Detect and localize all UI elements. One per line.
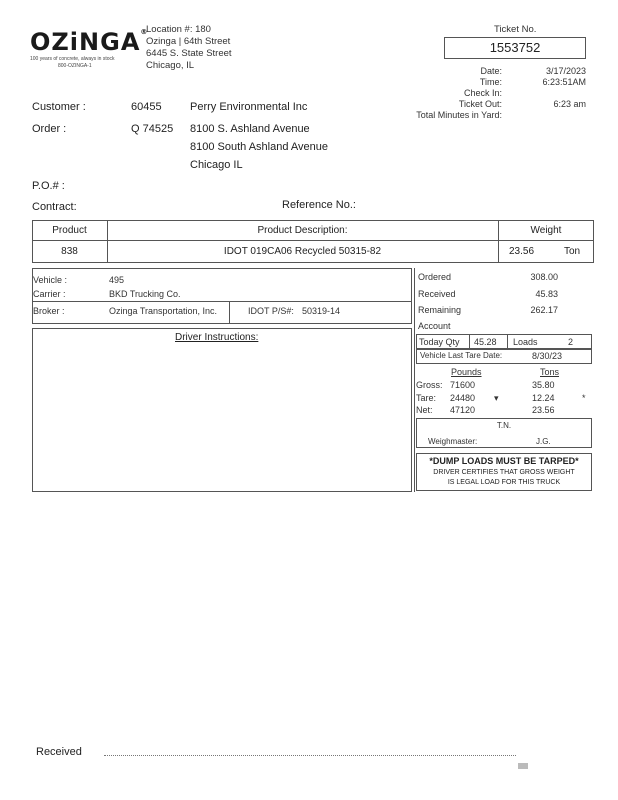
- net-tons: 23.56: [532, 405, 555, 415]
- signature-line: [104, 755, 516, 756]
- product-description: IDOT 019CA06 Recycled 50315-82: [223, 246, 382, 257]
- order-id: Q 74525: [131, 123, 174, 135]
- tare-asterisk-icon: *: [582, 393, 586, 403]
- checkin-label: Check In:: [463, 88, 502, 98]
- ozinga-logo: OZiNGA®: [30, 28, 149, 56]
- net-lbs: 47120: [450, 405, 476, 415]
- product-weight-unit: Ton: [564, 246, 581, 257]
- location-number: Location #: 180: [146, 24, 211, 35]
- weighmaster-value: J.G.: [536, 437, 551, 446]
- received-signature-label: Received: [36, 746, 82, 758]
- date-label: Date:: [480, 66, 502, 76]
- carrier-value: BKD Trucking Co.: [109, 289, 181, 299]
- gross-lbs: 71600: [450, 380, 476, 390]
- tare-label: Tare:: [416, 393, 437, 403]
- net-label: Net:: [416, 405, 433, 415]
- location-city: Chicago, IL: [146, 60, 195, 71]
- today-qty-value: 45.28: [474, 337, 497, 347]
- received-value: 45.83: [535, 289, 558, 299]
- vehicle-label: Vehicle :: [33, 275, 68, 285]
- checkout-label: Ticket Out:: [458, 99, 502, 109]
- logo-tagline: 100 years of concrete, always in stock 800-OZINGA-1: [30, 56, 115, 69]
- today-qty-label: Today Qty: [419, 337, 460, 347]
- customer-id: 60455: [131, 101, 162, 113]
- broker-value: Ozinga Transportation, Inc.: [109, 306, 218, 316]
- tare-date-label: Vehicle Last Tare Date:: [420, 351, 503, 360]
- location-block: [146, 24, 232, 72]
- account-label: Account: [418, 321, 451, 331]
- carrier-label: Carrier :: [33, 289, 66, 299]
- tarp-cert-line-1: DRIVER CERTIFIES THAT GROSS WEIGHT: [433, 469, 575, 476]
- order-label: Order :: [32, 123, 67, 135]
- location-name: Ozinga | 64th Street: [146, 36, 231, 47]
- customer-label: Customer :: [32, 101, 86, 113]
- product-table-divider: [32, 240, 594, 241]
- driver-instructions-box: [32, 328, 412, 492]
- gross-tons: 35.80: [532, 380, 555, 390]
- customer-name: Perry Environmental Inc: [190, 101, 308, 113]
- time-value: 6:23:51AM: [542, 77, 586, 87]
- weighmaster-label: Weighmaster:: [428, 437, 478, 446]
- loads-value: 2: [568, 337, 574, 347]
- loads-label: Loads: [513, 337, 538, 347]
- description-col-header: Product Description:: [257, 225, 348, 236]
- tarp-notice: *DUMP LOADS MUST BE TARPED*: [429, 456, 579, 466]
- ticket-number: 1553752: [444, 37, 586, 59]
- idot-value: 50319-14: [302, 306, 341, 316]
- ordered-label: Ordered: [418, 272, 452, 282]
- remaining-label: Remaining: [418, 305, 462, 315]
- product-col-header: Product: [52, 225, 87, 236]
- idot-label: IDOT P/S#:: [248, 306, 294, 316]
- vehicle-box-vdivider: [229, 301, 230, 324]
- time-label: Time:: [479, 77, 502, 87]
- tare-date-value: 8/30/23: [532, 351, 563, 361]
- tare-marker-icon: ▾: [494, 393, 499, 403]
- vehicle-box: [32, 268, 412, 324]
- order-address-1: 8100 S. Ashland Avenue: [190, 123, 310, 135]
- vehicle-box-divider: [32, 301, 412, 302]
- tare-lbs: 24480: [450, 393, 476, 403]
- po-label: P.O.# :: [32, 180, 65, 192]
- minutes-label: Total Minutes in Yard:: [416, 110, 502, 120]
- driver-instructions-label: Driver Instructions:: [175, 332, 259, 343]
- order-address-2: 8100 South Ashland Avenue: [190, 141, 329, 153]
- location-address: 6445 S. State Street: [146, 48, 232, 59]
- product-weight: 23.56: [509, 246, 535, 257]
- tare-tons: 12.24: [532, 393, 555, 403]
- pounds-header: Pounds: [451, 367, 482, 377]
- received-label: Received: [418, 289, 456, 299]
- tarp-cert-line-2: IS LEGAL LOAD FOR THIS TRUCK: [447, 479, 561, 486]
- order-address-3: Chicago IL: [190, 159, 243, 171]
- broker-label: Broker :: [33, 306, 65, 316]
- product-code: 838: [61, 246, 78, 257]
- ordered-value: 308.00: [530, 272, 558, 282]
- corner-mark-icon: [518, 763, 528, 769]
- date-value: 3/17/2023: [545, 66, 586, 76]
- gross-label: Gross:: [416, 380, 443, 390]
- summary-left-border: [414, 268, 415, 492]
- reference-label: Reference No.:: [282, 199, 356, 211]
- tn-label: T.N.: [496, 421, 512, 430]
- remaining-value: 262.17: [530, 305, 558, 315]
- tons-header: Tons: [540, 367, 560, 377]
- vehicle-value: 495: [109, 275, 125, 285]
- checkout-value: 6:23 am: [553, 99, 586, 109]
- ticket-label: Ticket No.: [494, 24, 537, 35]
- contract-label: Contract:: [32, 201, 77, 213]
- weight-col-header: Weight: [530, 225, 562, 236]
